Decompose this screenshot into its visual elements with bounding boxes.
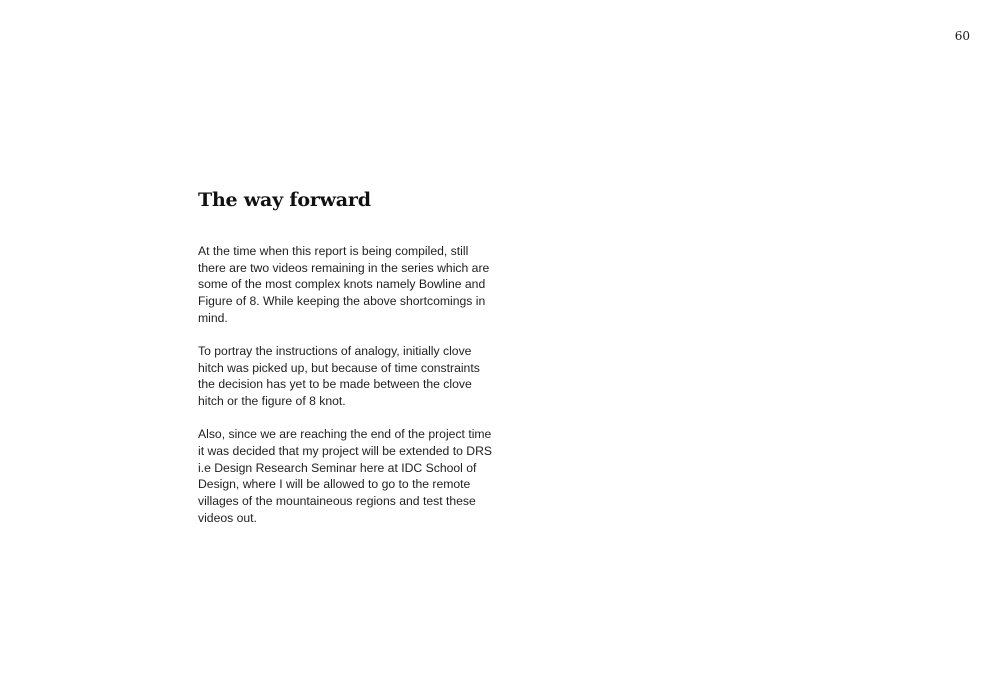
section-title: The way forward xyxy=(198,189,371,211)
paragraph-instructions: To portray the instructions of analogy, initially clove hitch was picked up, but because of time constraints the decision has yet to be made between the clove hitch or the figure of 8 knot. xyxy=(198,344,480,409)
section-content xyxy=(198,188,498,527)
paragraph-extension: Also, since we are reaching the end of the project time it was decided that my project will be extended to DRS i.e Design Research Seminar here at IDC School of Design, where I will be allowed to go to the remote villages of the mountaineous regions and test these videos out. xyxy=(198,427,492,525)
paragraph-status: At the time when this report is being compiled, still there are two videos remaining in the series which are some of the most complex knots namely Bowline and Figure of 8. While keeping the above shortcomings in mind. xyxy=(198,244,490,325)
section-body xyxy=(198,243,498,527)
page-number: 60 xyxy=(954,29,970,43)
